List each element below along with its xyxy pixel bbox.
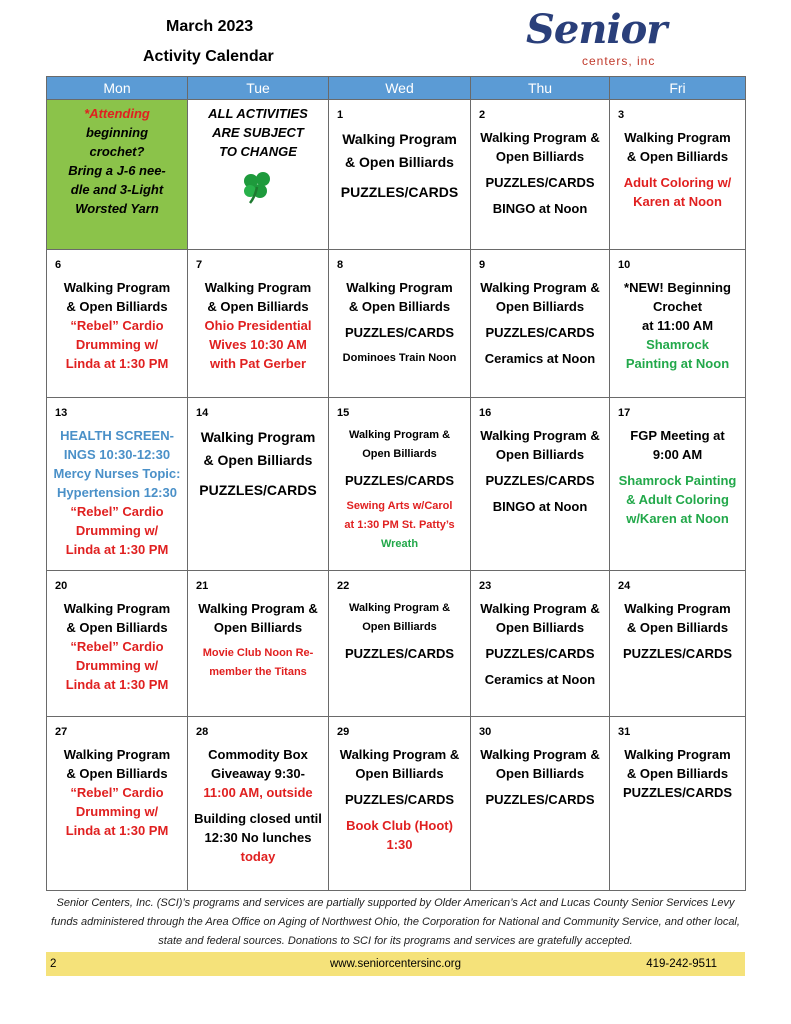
activity-line: 1:30: [386, 837, 413, 852]
line-spacer: [335, 637, 464, 644]
activity-line: Walking Program &: [480, 601, 600, 616]
day-number: 14: [196, 407, 209, 419]
activity-line: & Open Billiards: [626, 620, 729, 635]
calendar-day-cell: [610, 100, 746, 250]
activity-line: “Rebel” Cardio: [70, 785, 164, 800]
activity-line: 12:30 No lunches: [204, 830, 312, 845]
activity-line: INGS 10:30-12:30: [63, 447, 171, 462]
page-number: 2: [50, 958, 57, 970]
notice-line: ALL ACTIVITIES: [208, 106, 308, 121]
activity-line: Open Billiards: [213, 620, 303, 635]
activity-line: Linda at 1:30 PM: [65, 542, 169, 557]
line-spacer: [477, 637, 603, 644]
activity-line: Painting at Noon: [625, 356, 730, 371]
calendar-day-cell: [610, 571, 746, 717]
activity-line: PUZZLES/CARDS: [622, 646, 733, 661]
activity-line: & Open Billiards: [66, 299, 168, 314]
calendar-week-row: [47, 717, 746, 891]
shamrock-icon: [238, 169, 278, 205]
calendar-week-row: [47, 250, 746, 398]
activity-line: Ceramics at Noon: [484, 672, 596, 687]
note-line: dle and 3-Light: [70, 182, 164, 197]
line-spacer: [194, 802, 322, 809]
activity-line: & Adult Coloring: [626, 492, 729, 507]
activity-calendar-grid: [46, 76, 746, 891]
line-spacer: [335, 174, 464, 181]
note-line: Worsted Yarn: [75, 201, 159, 216]
logo-main-text: Senior: [526, 6, 667, 53]
activity-line: Giveaway 9:30-: [211, 766, 305, 781]
activity-line: Linda at 1:30 PM: [65, 677, 169, 692]
footer-bar: [46, 952, 745, 976]
activity-line: & Open Billiards: [348, 299, 451, 314]
calendar-day-cell: [188, 571, 329, 717]
activity-line: PUZZLES/CARDS: [485, 473, 595, 488]
activity-line: PUZZLES/CARDS: [485, 792, 595, 807]
day-number: 28: [196, 726, 209, 738]
note-line: beginning: [85, 125, 149, 140]
calendar-week-row: [47, 571, 746, 717]
activity-line: & Open Billiards: [66, 766, 168, 781]
activity-line: Crochet: [652, 299, 703, 314]
activity-line: Wives 10:30 AM: [209, 337, 307, 352]
line-spacer: [477, 316, 603, 323]
activity-line: Walking Program &: [480, 130, 600, 145]
line-spacer: [477, 166, 603, 173]
activity-line: Walking Program: [624, 747, 731, 762]
day-number: 24: [618, 580, 631, 592]
day-number: 17: [618, 407, 631, 419]
weekday-header: Fri: [610, 77, 746, 100]
calendar-day-cell: [47, 571, 188, 717]
activity-line: Hypertension 12:30: [57, 485, 177, 500]
activity-line: HEALTH SCREEN-: [60, 428, 174, 443]
senior-centers-logo: [526, 8, 676, 70]
activity-line: Wreath: [380, 538, 419, 550]
funding-disclaimer: Senior Centers, Inc. (SCI)’s programs and services are partially supported by Older American’s Act and Lucas County Senior Services Levy funds administered through the Area Office on Aging of Northwest Ohio, the Corporation for National and Community Service, and other local, state and federal sources. Donations to SCI for its programs and services are gratefully accepted.: [51, 897, 740, 947]
line-spacer: [477, 464, 603, 471]
activity-line: Walking Program: [624, 601, 731, 616]
calendar-day-cell: [471, 100, 610, 250]
day-number: 9: [479, 259, 486, 271]
weekday-header: Tue: [188, 77, 329, 100]
day-number: 27: [55, 726, 68, 738]
activity-line: Open Billiards: [495, 447, 585, 462]
calendar-day-cell: [329, 717, 471, 891]
activity-line: Walking Program: [63, 280, 171, 295]
crochet-note-cell: [47, 100, 188, 250]
logo-sub-text: centers, inc: [582, 54, 656, 68]
calendar-day-cell: [329, 398, 471, 571]
activity-line: at 1:30 PM St. Patty’s: [344, 519, 455, 531]
calendar-day-cell: [188, 398, 329, 571]
activity-line: Walking Program &: [339, 747, 460, 762]
calendar-day-cell: [610, 398, 746, 571]
line-spacer: [477, 663, 603, 670]
weekday-header: Wed: [329, 77, 471, 100]
weekday-header: Mon: [47, 77, 188, 100]
activity-line: Walking Program &: [198, 601, 318, 616]
activity-line: Drumming w/: [75, 337, 159, 352]
line-spacer: [616, 637, 739, 644]
activity-line: Walking Program: [624, 130, 731, 145]
day-number: 7: [196, 259, 203, 271]
line-spacer: [477, 342, 603, 349]
calendar-day-cell: [188, 250, 329, 398]
activity-line: & Open Billiards: [345, 154, 454, 170]
line-spacer: [335, 783, 464, 790]
day-number: 10: [618, 259, 631, 271]
day-number: 1: [337, 109, 344, 121]
activity-line: Drumming w/: [75, 658, 159, 673]
calendar-day-cell: [471, 398, 610, 571]
subject-to-change-cell: [188, 100, 329, 250]
activity-line: “Rebel” Cardio: [70, 504, 164, 519]
activity-line: Linda at 1:30 PM: [65, 356, 169, 371]
activity-line: Walking Program: [342, 131, 457, 147]
phone-number: 419-242-9511: [646, 958, 717, 970]
line-spacer: [194, 472, 322, 479]
day-number: 6: [55, 259, 62, 271]
day-number: 31: [618, 726, 631, 738]
activity-line: Dominoes Train Noon: [342, 352, 457, 364]
calendar-title-month: March 2023: [166, 18, 254, 35]
activity-line: PUZZLES/CARDS: [485, 325, 595, 340]
calendar-day-cell: [47, 717, 188, 891]
line-spacer: [616, 464, 739, 471]
activity-line: Movie Club Noon Re-: [202, 647, 314, 659]
activity-line: Walking Program &: [348, 602, 451, 614]
calendar-day-cell: [329, 571, 471, 717]
day-number: 13: [55, 407, 68, 419]
activity-line: Walking Program: [204, 280, 312, 295]
activity-line: PUZZLES/CARDS: [485, 175, 595, 190]
activity-line: “Rebel” Cardio: [70, 318, 164, 333]
activity-line: Walking Program: [63, 601, 171, 616]
day-number: 3: [618, 109, 625, 121]
calendar-day-cell: [329, 100, 471, 250]
day-number: 2: [479, 109, 486, 121]
note-line: Bring a J-6 nee-: [68, 163, 166, 178]
activity-line: Walking Program: [200, 429, 316, 445]
activity-line: & Open Billiards: [207, 299, 309, 314]
activity-line: Mercy Nurses Topic:: [53, 466, 181, 481]
activity-line: Open Billiards: [495, 149, 585, 164]
activity-line: Drumming w/: [75, 804, 159, 819]
activity-line: Walking Program &: [348, 429, 451, 441]
activity-line: Open Billiards: [495, 620, 585, 635]
activity-line: PUZZLES/CARDS: [485, 646, 595, 661]
activity-line: Karen at Noon: [633, 194, 722, 209]
activity-line: BINGO at Noon: [492, 201, 588, 216]
activity-line: Open Billiards: [355, 766, 444, 781]
calendar-day-cell: [471, 571, 610, 717]
line-spacer: [335, 809, 464, 816]
calendar-day-cell: [610, 717, 746, 891]
activity-line: & Open Billiards: [66, 620, 168, 635]
activity-line: *NEW! Beginning: [624, 280, 731, 295]
activity-line: Shamrock Painting: [618, 473, 737, 488]
day-number: 16: [479, 407, 492, 419]
calendar-day-cell: [471, 717, 610, 891]
note-line: crochet?: [89, 144, 145, 159]
activity-line: w/Karen at Noon: [626, 511, 729, 526]
activity-line: Open Billiards: [495, 766, 585, 781]
calendar-day-cell: [47, 250, 188, 398]
activity-line: at 11:00 AM: [641, 318, 714, 333]
day-number: 29: [337, 726, 350, 738]
website-link[interactable]: www.seniorcentersinc.org: [329, 958, 462, 970]
line-spacer: [477, 192, 603, 199]
activity-line: PUZZLES/CARDS: [344, 473, 455, 488]
calendar-week-row: [47, 100, 746, 250]
note-line: *Attending: [84, 106, 150, 121]
activity-line: Open Billiards: [362, 448, 437, 460]
activity-line: 9:00 AM: [652, 447, 703, 462]
activity-line: PUZZLES/CARDS: [344, 646, 455, 661]
activity-line: Commodity Box: [208, 747, 308, 762]
activity-line: Book Club (Hoot): [346, 818, 453, 833]
activity-line: Drumming w/: [75, 523, 159, 538]
activity-line: Open Billiards: [495, 299, 585, 314]
line-spacer: [477, 783, 603, 790]
activity-line: today: [240, 849, 276, 864]
weekday-header: Thu: [471, 77, 610, 100]
notice-line: ARE SUBJECT: [212, 125, 304, 140]
line-spacer: [477, 490, 603, 497]
weekday-header-row: [47, 77, 746, 100]
activity-line: Linda at 1:30 PM: [65, 823, 169, 838]
activity-line: & Open Billiards: [626, 149, 729, 164]
day-number: 30: [479, 726, 492, 738]
calendar-day-cell: [610, 250, 746, 398]
activity-line: “Rebel” Cardio: [70, 639, 164, 654]
activity-line: & Open Billiards: [626, 766, 729, 781]
activity-line: 11:00 AM, outside: [203, 785, 313, 800]
activity-line: member the Titans: [209, 666, 307, 678]
day-number: 23: [479, 580, 492, 592]
activity-line: Ceramics at Noon: [484, 351, 596, 366]
day-number: 22: [337, 580, 350, 592]
activity-line: PUZZLES/CARDS: [622, 785, 733, 800]
calendar-week-row: [47, 398, 746, 571]
activity-line: FGP Meeting at: [630, 428, 725, 443]
line-spacer: [335, 464, 464, 471]
line-spacer: [194, 637, 322, 644]
activity-line: Adult Coloring w/: [623, 175, 732, 190]
activity-line: PUZZLES/CARDS: [199, 482, 317, 498]
activity-line: PUZZLES/CARDS: [340, 184, 459, 200]
line-spacer: [616, 166, 739, 173]
activity-line: Open Billiards: [362, 621, 437, 633]
activity-line: PUZZLES/CARDS: [344, 792, 455, 807]
activity-line: Walking Program: [63, 747, 171, 762]
activity-line: Walking Program &: [480, 428, 600, 443]
activity-line: Building closed until: [194, 811, 322, 826]
line-spacer: [335, 342, 464, 349]
activity-line: Walking Program: [346, 280, 453, 295]
activity-line: Walking Program &: [480, 747, 600, 762]
day-number: 15: [337, 407, 350, 419]
day-number: 21: [196, 580, 209, 592]
activity-line: with Pat Gerber: [209, 356, 307, 371]
activity-line: Walking Program &: [480, 280, 600, 295]
notice-line: TO CHANGE: [219, 144, 297, 159]
calendar-day-cell: [188, 717, 329, 891]
activity-line: PUZZLES/CARDS: [344, 325, 455, 340]
day-number: 8: [337, 259, 344, 271]
line-spacer: [335, 490, 464, 497]
calendar-day-cell: [329, 250, 471, 398]
calendar-day-cell: [471, 250, 610, 398]
activity-line: Ohio Presidential: [204, 318, 312, 333]
calendar-title: Activity Calendar: [143, 48, 274, 65]
activity-line: BINGO at Noon: [492, 499, 588, 514]
day-number: 20: [55, 580, 68, 592]
activity-line: Sewing Arts w/Carol: [346, 500, 453, 512]
activity-line: Shamrock: [646, 337, 709, 352]
calendar-day-cell: [47, 398, 188, 571]
activity-line: & Open Billiards: [203, 452, 313, 468]
line-spacer: [335, 316, 464, 323]
